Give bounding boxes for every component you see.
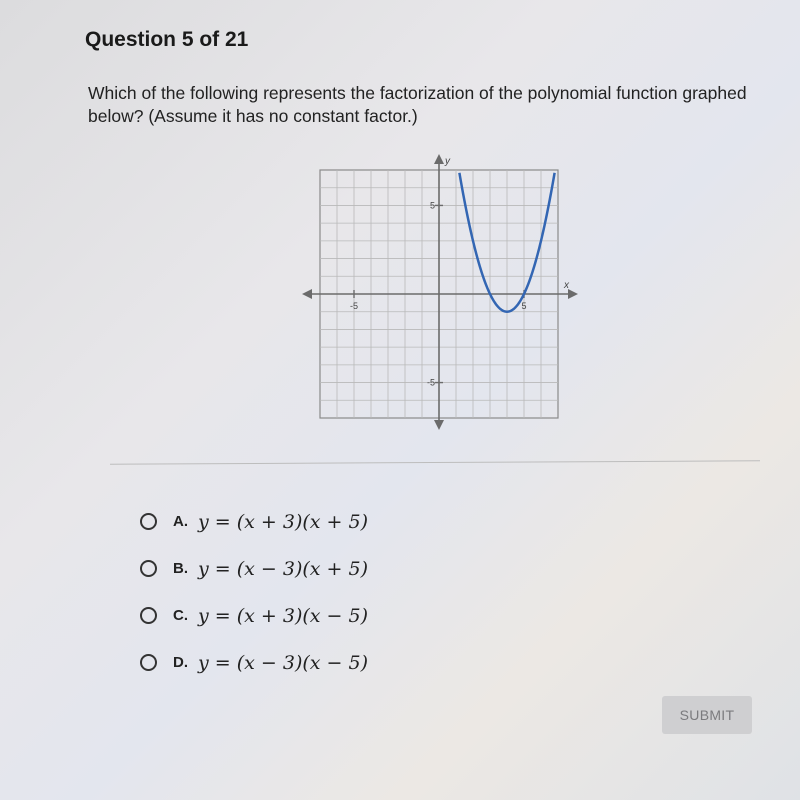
divider: [110, 460, 760, 464]
choice-letter: B.: [173, 560, 188, 577]
choice-letter: D.: [173, 654, 188, 671]
choice-b[interactable]: [140, 545, 368, 592]
question-header: Question 5 of 21: [85, 28, 249, 51]
radio-a[interactable]: [140, 513, 157, 530]
choice-letter: C.: [173, 607, 188, 624]
axes: [302, 154, 578, 430]
radio-b[interactable]: [140, 560, 157, 577]
y-axis-label: y: [445, 156, 450, 167]
choice-a[interactable]: [140, 498, 368, 545]
choice-equation: y = (x − 3)(x + 5): [198, 557, 368, 580]
choice-equation: y = (x + 3)(x + 5): [198, 510, 368, 533]
answer-choices: [140, 498, 368, 686]
choice-c[interactable]: [140, 592, 368, 639]
x-axis-label: x: [564, 280, 569, 291]
x-axis-arrow-left: [302, 289, 312, 299]
question-text: Which of the following represents the factorization of the polynomial function graphed below? (Assume it has no constant factor.): [88, 83, 747, 126]
tick-label-y-neg: -5: [426, 377, 435, 388]
function-graph: [300, 152, 580, 432]
choice-equation: y = (x − 3)(x − 5): [198, 651, 368, 674]
y-axis-arrow-down: [434, 420, 444, 430]
graph-svg: [300, 152, 580, 432]
choice-d[interactable]: [140, 639, 368, 686]
submit-button[interactable]: SUBMIT: [662, 696, 752, 734]
tick-label-x-neg: -5: [349, 301, 359, 311]
tick-label-x-pos: 5: [521, 301, 527, 311]
x-axis-arrow-right: [568, 289, 578, 299]
choice-letter: A.: [173, 513, 188, 530]
radio-d[interactable]: [140, 654, 157, 671]
y-axis-arrow-up: [434, 154, 444, 164]
radio-c[interactable]: [140, 607, 157, 624]
tick-label-y-pos: 5: [429, 200, 435, 211]
choice-equation: y = (x + 3)(x − 5): [198, 604, 368, 627]
